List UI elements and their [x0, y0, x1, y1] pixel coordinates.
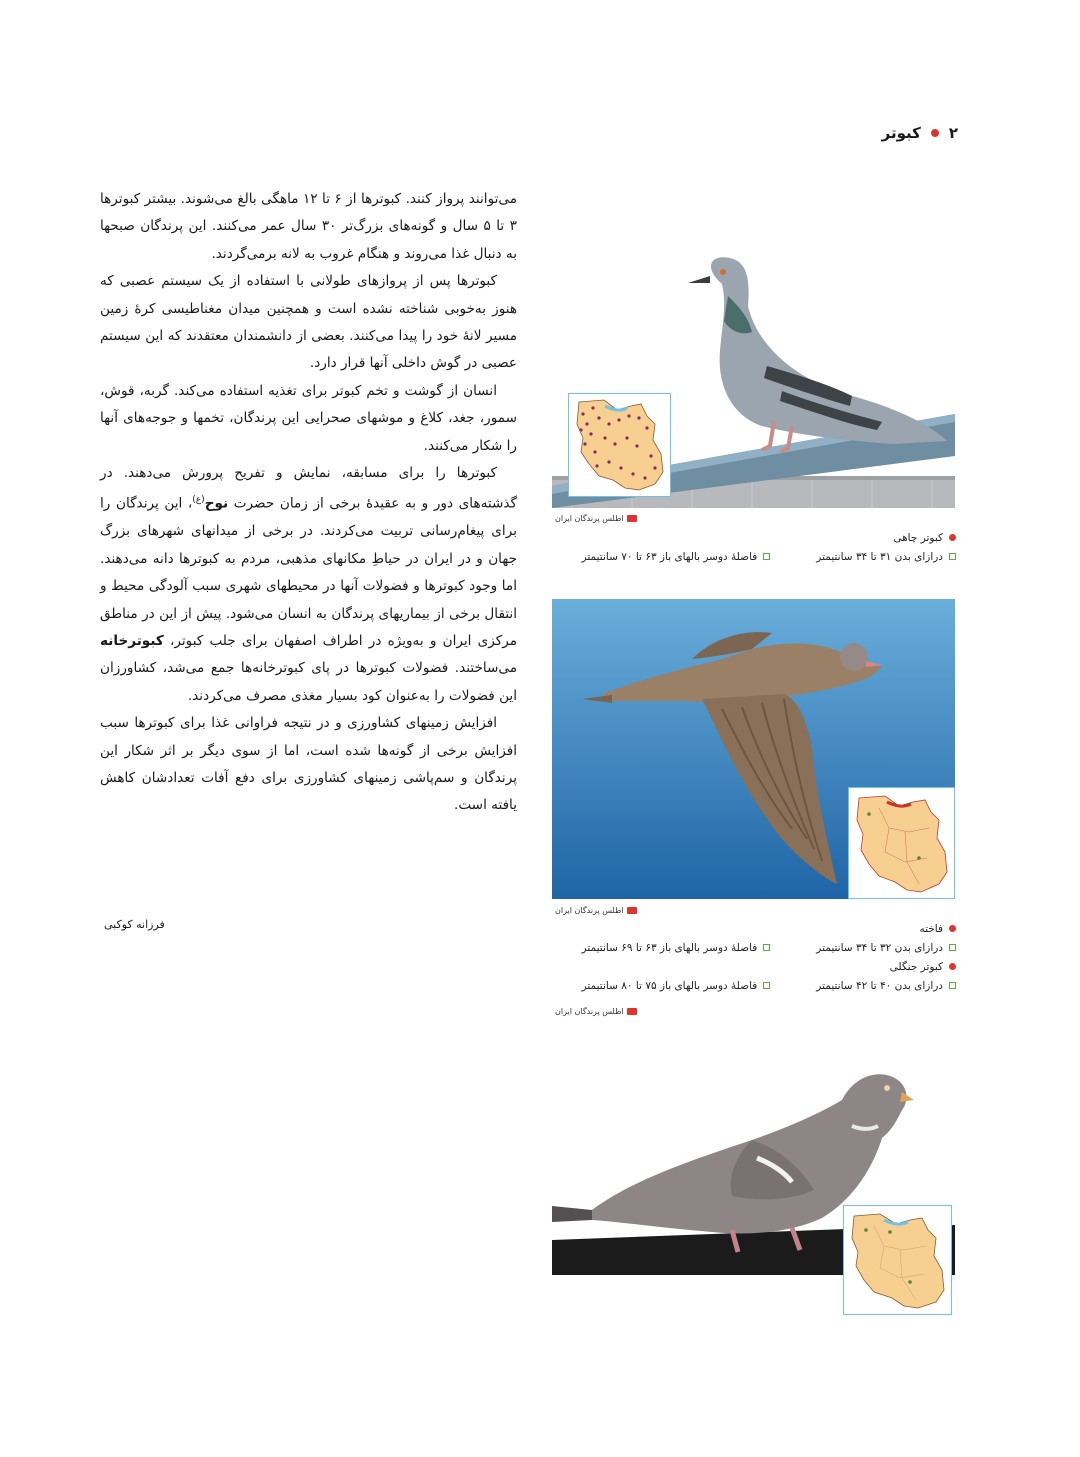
paragraph-4 [100, 460, 517, 710]
rock-dove-name: کبوتر چاهی [893, 531, 943, 544]
green-square-icon [763, 944, 770, 951]
p4-honorific: (ع) [192, 495, 205, 506]
green-square-icon [763, 982, 770, 989]
paragraph-5: افزایش زمینهای کشاورزی و در نتیجه فراوانی غذا برای کبوترها سبب افزایش برخی از گونه‌ها شده است، اما از سوی دیگر بر اثر شکار این پرندگان و سم‌پاشی زمینهای کشاورزی برای دفع آفات تعدادشان کاهش یافته است. [100, 715, 517, 814]
page-title: کبوتر [881, 124, 921, 142]
stock-dove-name-row [582, 919, 956, 938]
stock-dove-name: فاخته [919, 922, 943, 935]
rock-dove-length: درازای بدن ۳۱ تا ۳۴ سانتیمتر [816, 550, 943, 563]
wood-pigeon-length: درازای بدن ۴۰ تا ۴۲ سانتیمتر [816, 979, 943, 992]
red-bullet-icon [949, 963, 956, 970]
wood-pigeon-range-map [843, 1205, 952, 1315]
iran-map-icon [849, 788, 954, 898]
red-bullet-icon [949, 925, 956, 932]
p4-text-b: ، این پرندگان را برای پیغام‌رسانی تربیت می‌کردند. در برخی از میدانهای شهرهای بزرگ جهان و در ایران در حیاطِ مکانهای مذهبی، مردم به کبوترها دانه می‌دهند. اما وجود کبوترها و فضولات آنها در محیطهای شهری سبب آلودگی محیط و انتقال برخی از بیماریهای پرندگان به انسان می‌شود. پیش از این در مناطق مرکزی ایران و به‌ویژه در اطراف اصفهان برای جلب کبوتر، [100, 496, 517, 650]
wood-pigeon-wingspan: فاصلهٔ دوسر بالهای باز ۷۵ تا ۸۰ سانتیمتر [581, 979, 758, 992]
wood-pigeon-name-row [582, 957, 956, 976]
credit-2 [555, 906, 637, 915]
stock-dove-length: درازای بدن ۳۲ تا ۳۴ سانتیمتر [816, 941, 943, 954]
green-square-icon [949, 982, 956, 989]
rock-dove-name-row [582, 528, 956, 547]
header-dot-icon [931, 129, 939, 137]
credit-2-label: اطلس پرندگان ایران [555, 906, 624, 915]
credit-1 [555, 514, 637, 523]
credit-1-label: اطلس پرندگان ایران [555, 514, 624, 523]
rock-dove-wingspan: فاصلهٔ دوسر بالهای باز ۶۳ تا ۷۰ سانتیمتر [581, 550, 758, 563]
paragraph-2: کبوترها پس از پروازهای طولانی با استفاده از یک سیستم عصبی که هنوز به‌خوبی شناخته نشده است و همچنین میدان مغناطیسی کرهٔ زمین مسیر لانهٔ خود را پیدا می‌کنند. بعضی از دانشمندان معتقدند که این سیستم عصبی در گوش داخلی آنها قرار دارد. [100, 273, 517, 372]
credit-3 [555, 1007, 637, 1016]
atlas-logo-icon [627, 907, 637, 914]
green-square-icon [949, 944, 956, 951]
article-body [100, 186, 517, 820]
stock-dove-range-map [848, 787, 955, 899]
atlas-logo-icon [627, 515, 637, 522]
paragraph-3: انسان از گوشت و تخم کبوتر برای تغذیه استفاده می‌کند. گربه، قوش، سمور، جغد، کلاغ و موشهای صحرایی این پرندگان، تخمها و جوجه‌های آنها را شکار می‌کنند. [100, 382, 517, 454]
credit-3-label: اطلس پرندگان ایران [555, 1007, 624, 1016]
red-bullet-icon [949, 534, 956, 541]
paragraph-1: می‌توانند پرواز کنند. کبوترها از ۶ تا ۱۲ ماهگی بالغ می‌شوند. بیشتر کبوترها ۳ تا ۵ سال و گونه‌های بزرگ‌تر ۳۰ سال عمر می‌کنند. این پرندگان صبحها به دنبال غذا می‌روند و هنگام غروب به لانه برمی‌گردند. [100, 191, 517, 262]
p4-text-a: کبوترها را برای مسابقه، نمایش و تفریح پرورش می‌دهند. در گذشته‌های دور و به عقیدهٔ برخی از زمان حضرت [100, 465, 518, 512]
atlas-logo-icon [627, 1008, 637, 1015]
page-number: ۲ [948, 124, 958, 142]
author-name: فرزانه کوکبی [104, 918, 165, 931]
green-square-icon [763, 553, 770, 560]
stock-dove-wingspan: فاصلهٔ دوسر بالهای باز ۶۳ تا ۶۹ سانتیمتر [581, 941, 758, 954]
green-square-icon [949, 553, 956, 560]
page-header [882, 124, 958, 142]
p4-text-c: می‌ساختند. فضولات کبوترها در پای کبوترخانه‌ها جمع می‌شد، کشاورزان این فضولات را به‌عنوان کود بسیار مغذی مصرف می‌کردند. [100, 660, 517, 704]
wood-pigeon-size-row [582, 976, 956, 995]
doves-caption [582, 919, 956, 995]
rock-dove-size-row [582, 547, 956, 566]
wood-pigeon-name: کبوتر جنگلی [889, 960, 943, 973]
iran-map-icon [844, 1206, 951, 1314]
rock-dove-range-map [568, 393, 671, 497]
p4-bold-dovecote: کبوترخانه [100, 633, 164, 650]
stock-dove-size-row [582, 938, 956, 957]
iran-map-icon [569, 394, 670, 496]
rock-dove-caption [582, 528, 956, 566]
p4-bold-noah: نوح [204, 496, 229, 512]
